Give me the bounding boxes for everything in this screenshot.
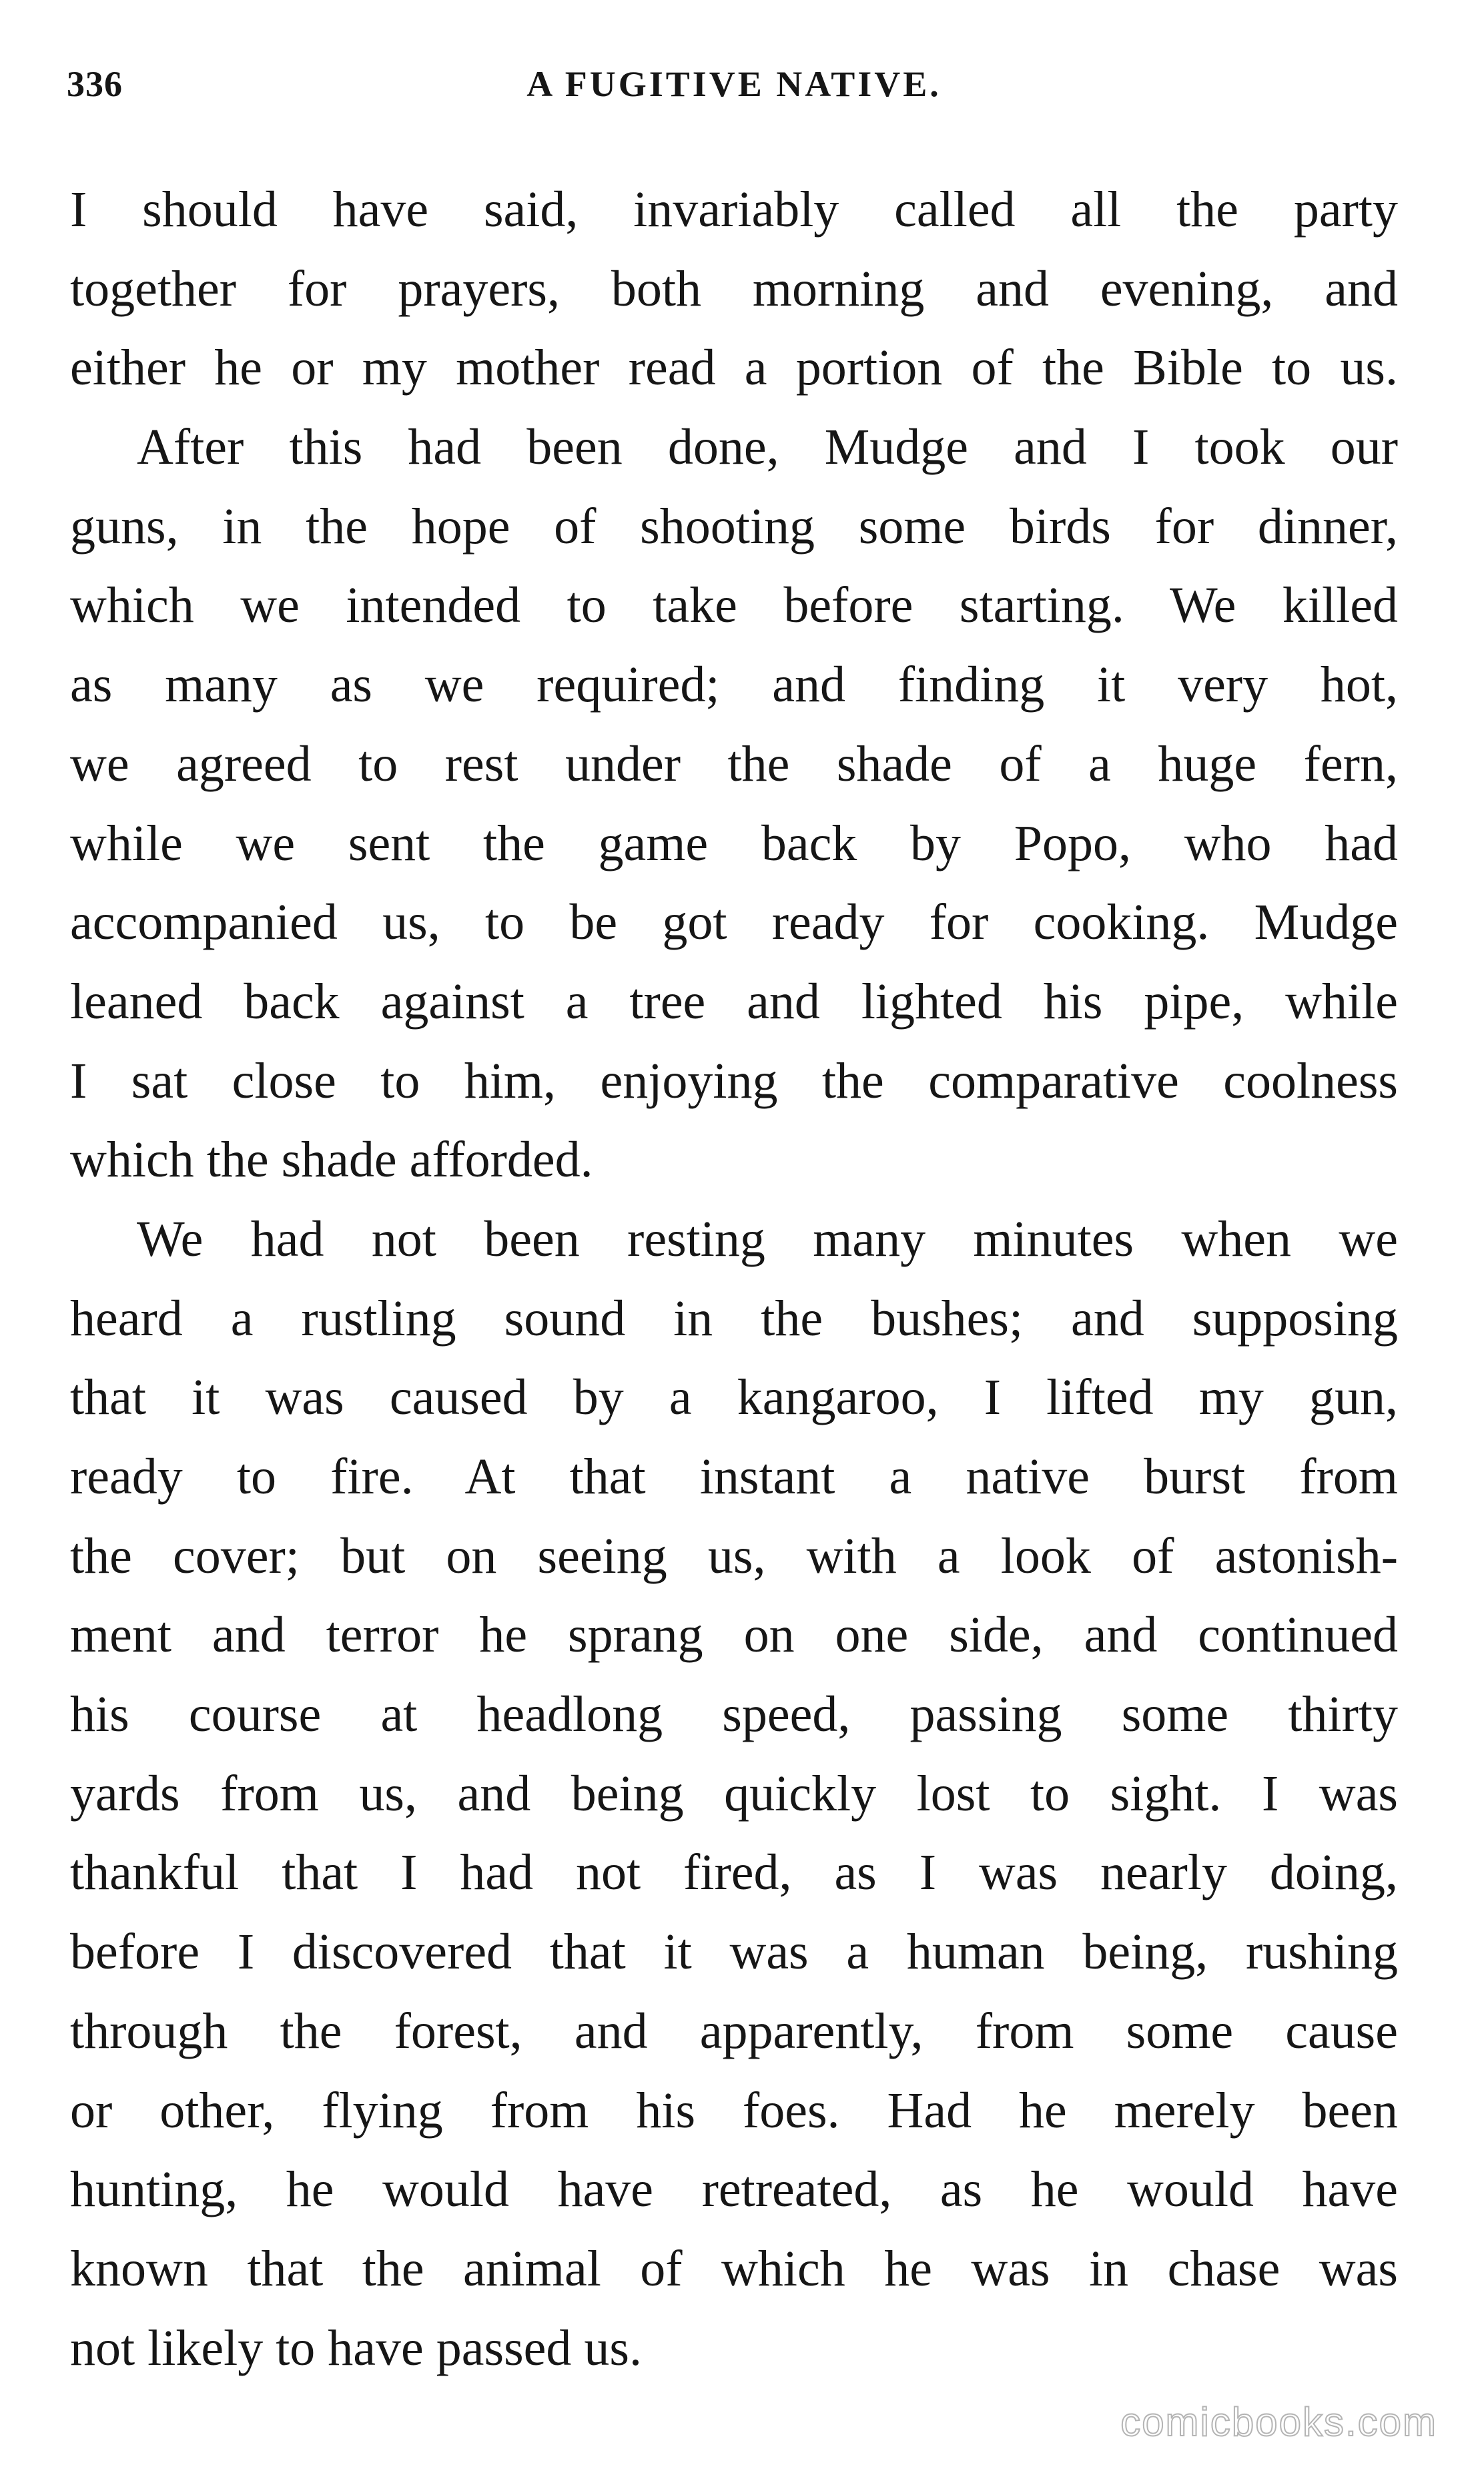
paragraph	[70, 408, 1398, 1200]
text-line: while we sent the game back by Popo, who had	[70, 815, 1398, 871]
text-line: the cover; but on seeing us, with a look of astonish-	[70, 1527, 1398, 1584]
text-line: together for prayers, both morning and evening, and	[70, 260, 1398, 317]
text-line: leaned back against a tree and lighted his pipe, while	[70, 973, 1398, 1030]
text-line: heard a rustling sound in the bushes; and supposing	[70, 1290, 1398, 1347]
text-line: that it was caused by a kangaroo, I lifted my gun,	[70, 1369, 1398, 1426]
text-line: either he or my mother read a portion of the Bible to us.	[70, 340, 1398, 396]
text-line: I sat close to him, enjoying the comparative coolness	[70, 1052, 1398, 1109]
text-line: through the forest, and apparently, from some cause	[70, 2003, 1398, 2059]
text-line: ment and terror he sprang on one side, and continued	[70, 1607, 1398, 1664]
text-line: accompanied us, to be got ready for cooking. Mudge	[70, 894, 1398, 951]
page-header	[67, 63, 1401, 117]
text-line: which the shade afforded.	[70, 1132, 593, 1188]
text-line: which we intended to take before starting. We killed	[70, 577, 1398, 634]
text-line: thankful that I had not fired, as I was nearly doing,	[70, 1844, 1398, 1901]
paragraph	[70, 1200, 1398, 2388]
text-line: as many as we required; and finding it very hot,	[70, 657, 1398, 713]
text-line: known that the animal of which he was in chase was	[70, 2240, 1398, 2297]
text-line: not likely to have passed us.	[70, 2320, 642, 2376]
text-line: I should have said, invariably called all the party	[70, 182, 1398, 238]
text-line: guns, in the hope of shooting some birds for dinner,	[70, 498, 1398, 555]
text-line: before I discovered that it was a human being, rushing	[70, 1924, 1398, 1981]
text-line: hunting, he would have retreated, as he would have	[70, 2161, 1398, 2218]
text-line: yards from us, and being quickly lost to sight. I was	[70, 1765, 1398, 1822]
watermark: comicbooks.com	[1120, 2400, 1437, 2444]
text-line: his course at headlong speed, passing some thirty	[70, 1686, 1398, 1743]
text-line: we agreed to rest under the shade of a huge fern,	[70, 735, 1398, 792]
text-line: ready to fire. At that instant a native burst from	[70, 1449, 1398, 1505]
text-line: or other, flying from his foes. Had he merely been	[70, 2082, 1398, 2139]
running-head: A FUGITIVE NATIVE.	[526, 64, 942, 104]
text-line: After this had been done, Mudge and I took our	[137, 419, 1398, 476]
paragraph	[70, 170, 1398, 408]
page-number: 336	[67, 64, 123, 104]
text-line: We had not been resting many minutes when we	[137, 1210, 1398, 1267]
body-text	[70, 170, 1398, 2388]
